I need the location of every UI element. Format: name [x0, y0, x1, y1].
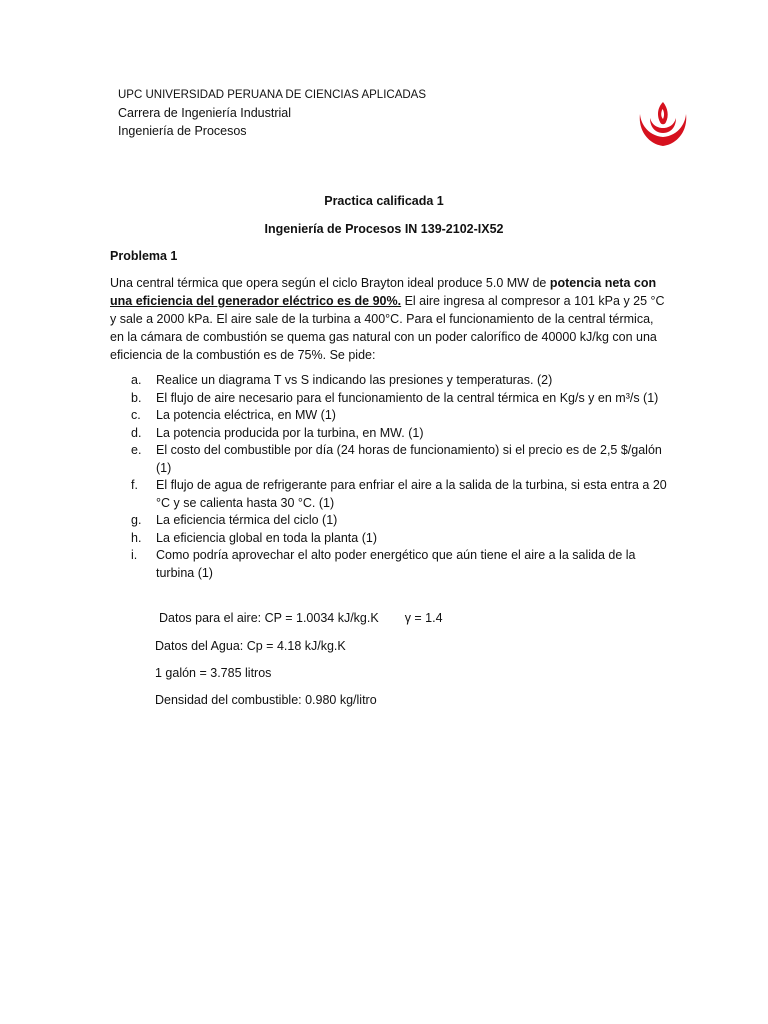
item-text: El costo del combustible por día (24 horas de funcionamiento) si el precio es de 2,5 $/galón (1) [156, 443, 662, 475]
list-item [110, 512, 670, 530]
item-text: El flujo de agua de refrigerante para enfriar el aire a la salida de la turbina, si esta entra a 20 °C y se calienta hasta 30 °C. (1) [156, 478, 667, 510]
item-text: La eficiencia térmica del ciclo (1) [156, 513, 338, 527]
air-data-line [159, 611, 443, 625]
problem-statement [110, 274, 670, 364]
item-marker: e. [131, 443, 142, 457]
fuel-density: Densidad del combustible: 0.980 kg/litro [155, 693, 377, 707]
item-marker: a. [131, 373, 142, 387]
gamma-data: γ = 1.4 [404, 611, 443, 625]
list-item [110, 442, 670, 477]
water-data: Datos del Agua: Cp = 4.18 kJ/kg.K [155, 639, 346, 653]
item-marker: i. [131, 548, 138, 562]
statement-bold-1: potencia neta [549, 276, 631, 290]
list-item [110, 407, 670, 425]
statement-text-3: El aire ingresa al compresor a 101 kPa y 25 °C y sale a 2000 kPa. El aire sale de la turbina a 400°C. Para el funcionamiento de la central térmica, en la cámara de combustión se quema gas natural con un poder calorífico de 40000 kJ/kg con una eficiencia de la combustión es de 75%. Se pide: [110, 294, 665, 362]
gallon-conversion: 1 galón = 3.785 litros [155, 666, 272, 680]
item-marker: h. [131, 530, 142, 545]
item-marker: f. [131, 478, 138, 492]
problem-label: Problema 1 [110, 249, 178, 263]
statement-bold-underline: una eficiencia del generador eléctrico es de 90%. [110, 294, 402, 308]
statement-bold-2: con [633, 276, 657, 290]
item-text: La eficiencia global en toda la planta (1) [156, 530, 377, 545]
statement-text-1: Una central térmica que opera según el ciclo Brayton ideal produce 5.0 MW de [110, 276, 550, 290]
item-text: El flujo de aire necesario para el funcionamiento de la central térmica en Kg/s y en m³/s (1) [156, 390, 659, 405]
item-text: Como podría aprovechar el alto poder energético que aún tiene el aire a la salida de la turbina (1) [156, 548, 636, 580]
list-item [110, 477, 670, 512]
list-item [110, 547, 670, 582]
list-item [110, 425, 670, 443]
item-marker: c. [131, 408, 141, 422]
question-list [110, 372, 670, 582]
upc-logo-icon [636, 100, 690, 152]
list-item [110, 372, 670, 390]
item-text: La potencia producida por la turbina, en MW. (1) [156, 425, 424, 440]
item-marker: b. [131, 390, 142, 405]
item-marker: g. [131, 513, 142, 527]
document-header [118, 86, 426, 140]
university-name: UPC UNIVERSIDAD PERUANA DE CIENCIAS APLICADAS [118, 89, 427, 101]
item-marker: d. [131, 425, 142, 440]
item-text: La potencia eléctrica, en MW (1) [156, 408, 336, 422]
career-name: Carrera de Ingeniería Industrial [118, 106, 292, 120]
item-text: Realice un diagrama T vs S indicando las presiones y temperaturas. (2) [156, 373, 553, 387]
course-name: Ingeniería de Procesos [118, 124, 247, 138]
exam-title: Practica calificada 1 [324, 194, 444, 208]
list-item [110, 530, 670, 548]
exam-subtitle: Ingeniería de Procesos IN 139-2102-IX52 [264, 222, 504, 236]
list-item [110, 390, 670, 408]
air-data: Datos para el aire: CP = 1.0034 kJ/kg.K [159, 611, 379, 625]
